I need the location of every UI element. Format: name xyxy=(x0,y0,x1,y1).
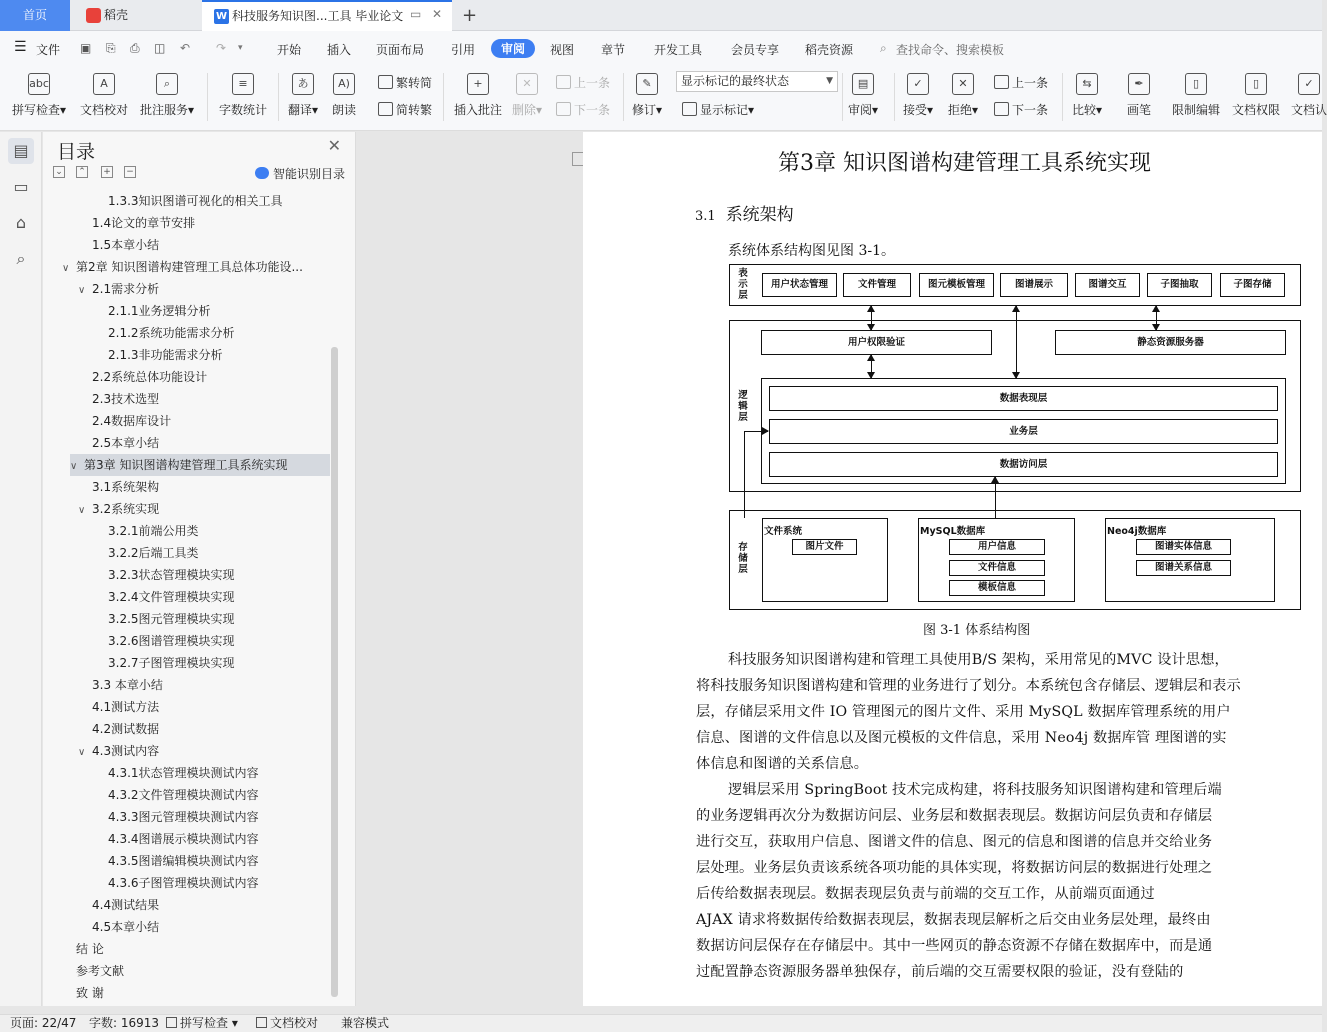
restrict-edit-label: 限制编辑 xyxy=(1172,103,1221,117)
toc-item[interactable] xyxy=(108,586,235,608)
markup-state-select[interactable] xyxy=(676,71,838,92)
menu-chapter[interactable]: 章节 xyxy=(601,43,626,57)
toc-item-label: 2.5本章小结 xyxy=(92,436,160,450)
toc-item-label: 4.3.1状态管理模块测试内容 xyxy=(108,766,259,780)
mysql-template-info-box: 模板信息 xyxy=(949,580,1045,596)
toc-item-label: 4.3.2文件管理模块测试内容 xyxy=(108,788,259,802)
annotate-service-label: 批注服务 xyxy=(140,103,189,117)
ribbon-separator xyxy=(623,73,624,121)
toc-item-label: 3.2.3状态管理模块实现 xyxy=(108,568,235,582)
next-comment-icon xyxy=(556,102,571,116)
compat-mode: 兼容模式 xyxy=(341,1016,390,1030)
neo4j-entity-box: 图谱实体信息 xyxy=(1136,539,1231,555)
body-text-line: 数据访问层保存在存储层中。其中一些网页的静态资源不存储在数据库中，而是通 xyxy=(696,938,1213,954)
mysql-user-info-box: 用户信息 xyxy=(949,539,1045,555)
show-markup-button[interactable]: 显示标记▾ xyxy=(682,101,754,118)
menu-insert[interactable]: 插入 xyxy=(327,43,352,57)
body-text-line: 层，存储层采用文件 IO 管理图元的图片文件、采用 MySQL 数据库管理系统的用户 xyxy=(696,704,1231,720)
search-icon[interactable]: ⌕ xyxy=(880,41,887,55)
compare-label: 比较 xyxy=(1072,103,1097,117)
toc-item[interactable] xyxy=(108,872,259,894)
business-box: 业务层 xyxy=(769,419,1278,444)
toc-item[interactable] xyxy=(108,806,259,828)
proof-status-label: 文档校对 xyxy=(270,1016,319,1030)
section-heading xyxy=(695,200,794,225)
trad-icon xyxy=(378,75,393,89)
toc-item[interactable] xyxy=(108,190,283,212)
doc-rights-icon: ▯ xyxy=(1245,73,1267,95)
smart-toc-button[interactable] xyxy=(255,165,345,182)
toc-item[interactable] xyxy=(108,784,259,806)
body-text-line: 信息、图谱的文件信息以及图元模板的文件信息，采用 Neo4j 数据库管 理图谱的实 xyxy=(696,730,1227,746)
print-icon[interactable]: ⎙ xyxy=(130,41,140,55)
toc-item-label: 2.1需求分析 xyxy=(92,282,160,296)
menu-devtools[interactable]: 开发工具 xyxy=(654,43,703,57)
lead-sentence: 系统体系结构图见图 3-1。 xyxy=(728,243,895,259)
quick-access-dropdown-icon[interactable]: ▾ xyxy=(238,43,243,53)
spell-check-button[interactable]: abc 拼写检查▾ xyxy=(12,73,66,118)
chapter-title: 第3章 知识图谱构建管理工具系统实现 xyxy=(778,151,1151,176)
proof-icon: A xyxy=(93,73,115,95)
toc-item[interactable] xyxy=(92,432,159,454)
doc-rights-label: 文档权限 xyxy=(1232,103,1281,117)
toc-item[interactable] xyxy=(108,762,259,784)
arrow-present-auth xyxy=(871,306,872,330)
doc-cert-button[interactable] xyxy=(1291,73,1327,118)
body-text-line: 科技服务知识图谱构建和管理工具使用B/S 架构，采用常见的MVC 设计思想， xyxy=(728,652,1229,668)
toc-item-label: 致 谢 xyxy=(76,986,104,1000)
annotate-service-icon: ⌕ xyxy=(156,73,178,95)
navigation-icon[interactable]: ▭ xyxy=(13,177,29,196)
close-icon[interactable]: ✕ xyxy=(327,136,341,155)
word-count-status[interactable]: 字数: 16913 xyxy=(89,1016,160,1030)
translate-icon: あ xyxy=(292,73,314,95)
toc-item[interactable] xyxy=(62,256,303,278)
next-comment-button[interactable] xyxy=(556,101,610,118)
presentation-module-box: 图谱交互 xyxy=(1075,273,1140,297)
menu-reference[interactable]: 引用 xyxy=(451,43,476,57)
smart-bot-icon xyxy=(255,167,269,179)
toc-item-label: 3.2.1前端公用类 xyxy=(108,524,199,538)
toc-title: 目录 xyxy=(57,141,96,163)
toc-item-label: 4.2测试数据 xyxy=(92,722,160,736)
read-aloud-icon: A) xyxy=(333,73,355,95)
daoke-logo-icon xyxy=(86,8,101,23)
tab-close-icon[interactable]: ✕ xyxy=(432,7,443,21)
toc-item[interactable] xyxy=(92,366,207,388)
toc-item[interactable] xyxy=(92,212,195,234)
presentation-module-box: 子图存储 xyxy=(1220,273,1285,297)
next-change-button[interactable] xyxy=(994,101,1048,118)
next-change-label: 下一条 xyxy=(1012,103,1049,117)
expand-all-icon[interactable]: ⌃ xyxy=(76,166,88,178)
document-page[interactable] xyxy=(583,132,1322,1006)
simp-to-trad-button[interactable] xyxy=(378,101,432,118)
auth-box: 用户权限验证 xyxy=(761,330,992,355)
reject-button[interactable]: ✕ 拒绝▾ xyxy=(948,73,978,118)
pen-icon: ✒ xyxy=(1128,73,1150,95)
toc-item[interactable] xyxy=(92,916,159,938)
toc-item[interactable] xyxy=(78,740,159,762)
simp-label: 简转繁 xyxy=(396,103,433,117)
logic-layer-label: 逻辑层 xyxy=(738,390,748,423)
mysql-file-info-box: 文件信息 xyxy=(949,560,1045,576)
menu-member[interactable]: 会员专享 xyxy=(731,43,780,57)
toc-item-label: 4.3.3图元管理模块测试内容 xyxy=(108,810,259,824)
body-text-line: AJAX 请求将数据传给数据表现层，数据表现层解析之后交由业务层处理，最终由 xyxy=(696,912,1211,928)
restrict-edit-icon: ▯ xyxy=(1185,73,1207,95)
toc-item-label: 2.2系统总体功能设计 xyxy=(92,370,208,384)
presentation-module-box: 用户状态管理 xyxy=(762,273,837,297)
toc-item-label: 4.3测试内容 xyxy=(92,744,160,758)
toc-item-label: 3.2.5图元管理模块实现 xyxy=(108,612,235,626)
toc-item-label: 3.2系统实现 xyxy=(92,502,160,516)
filesystem-title: 文件系统 xyxy=(764,526,803,537)
arrow-present-backend xyxy=(1016,306,1017,378)
chevron-down-icon[interactable]: ∨ xyxy=(78,747,86,758)
spell-check-icon: abc xyxy=(28,73,50,95)
simp-icon xyxy=(378,102,393,116)
doc-rights-button[interactable] xyxy=(1232,73,1280,118)
data-access-box: 数据访问层 xyxy=(769,452,1278,477)
arrow-storage-access xyxy=(995,477,996,518)
doc-cert-icon: ✓ xyxy=(1298,73,1320,95)
page-gutter xyxy=(357,132,583,1006)
mysql-title: MySQL数据库 xyxy=(920,526,986,537)
tab-home[interactable]: 首页 xyxy=(0,0,70,31)
presentation-module-box: 图元模板管理 xyxy=(919,273,994,297)
pen-label: 画笔 xyxy=(1127,103,1152,117)
toc-item-label: 3.2.2后端工具类 xyxy=(108,546,199,560)
toc-item[interactable] xyxy=(76,938,104,960)
section-title: 系统架构 xyxy=(725,205,794,225)
tab-daoke-label: 稻壳 xyxy=(104,8,129,22)
command-search-input[interactable]: 查找命令、搜索模板 xyxy=(896,43,1005,57)
collapse-all-icon[interactable]: ⌄ xyxy=(53,166,65,178)
reject-label: 拒绝 xyxy=(948,103,973,117)
word-count-label: 字数统计 xyxy=(219,103,268,117)
presentation-module-box: 文件管理 xyxy=(843,273,911,297)
pen-button[interactable] xyxy=(1127,73,1151,118)
toc-item[interactable] xyxy=(92,234,159,256)
tab-daoke[interactable] xyxy=(72,0,200,31)
bookmark-icon[interactable]: ⌂ xyxy=(15,213,27,232)
insert-comment-button[interactable] xyxy=(454,73,502,118)
toc-item[interactable] xyxy=(92,718,159,740)
neo4j-relation-box: 图谱关系信息 xyxy=(1136,560,1231,576)
toc-item-label: 第2章 知识图谱构建管理工具总体功能设... xyxy=(76,260,303,274)
toc-item-label: 3.2.6图谱管理模块实现 xyxy=(108,634,235,648)
presentation-layer-label: 表示层 xyxy=(738,268,748,301)
find-icon[interactable]: ⌕ xyxy=(16,249,26,268)
annotate-service-button[interactable]: ⌕ 批注服务▾ xyxy=(140,73,194,118)
toc-item[interactable] xyxy=(108,344,223,366)
show-markup-label: 显示标记 xyxy=(700,103,749,117)
presentation-module-box: 子图抽取 xyxy=(1147,273,1212,297)
toc-item[interactable] xyxy=(108,300,211,322)
toc-item[interactable] xyxy=(76,960,124,982)
prev-comment-icon xyxy=(556,75,571,89)
toc-item-label: 4.1测试方法 xyxy=(92,700,160,714)
neo4j-title: Neo4j数据库 xyxy=(1107,526,1167,537)
save-icon[interactable]: ▣ xyxy=(80,41,92,55)
new-tab-plus-icon[interactable]: + xyxy=(462,5,478,26)
toc-item[interactable] xyxy=(92,388,159,410)
toc-item-label: 3.2.4文件管理模块实现 xyxy=(108,590,235,604)
toc-item-label: 3.2.7子图管理模块实现 xyxy=(108,656,235,670)
spell-check-label: 拼写检查 xyxy=(12,103,61,117)
toc-item-label: 1.4论文的章节安排 xyxy=(92,216,196,230)
writer-logo-icon: W xyxy=(215,11,228,22)
architecture-diagram xyxy=(729,264,1301,610)
word-count-icon: ≡ xyxy=(232,73,254,95)
toc-item[interactable] xyxy=(92,674,163,696)
compare-button[interactable]: ⇆ 比较▾ xyxy=(1072,73,1102,118)
body-text-line: 的业务逻辑再次分为数据访问层、业务层和数据表现层。数据访问层负责和存储层 xyxy=(696,808,1213,824)
toc-item[interactable] xyxy=(108,828,259,850)
toc-panel-icon[interactable]: ▤ xyxy=(8,138,34,164)
toc-item[interactable] xyxy=(108,322,235,344)
menu-view[interactable]: 视图 xyxy=(550,43,575,57)
ribbon-separator xyxy=(1062,73,1063,121)
trad-to-simp-button[interactable] xyxy=(378,74,432,91)
chevron-down-icon[interactable]: ∨ xyxy=(78,285,86,296)
accept-label: 接受 xyxy=(903,103,928,117)
doc-proof-label: 文档校对 xyxy=(80,103,129,117)
chevron-down-icon[interactable]: ∨ xyxy=(78,505,86,516)
insert-comment-label: 插入批注 xyxy=(454,103,503,117)
toc-item[interactable] xyxy=(92,410,171,432)
figure-caption: 图 3-1 体系结构图 xyxy=(923,623,1031,638)
toc-item-label: 4.4测试结果 xyxy=(92,898,160,912)
body-text-line: 过配置静态资源服务器单独保存，前后端的交互需要权限的验证，没有登陆的 xyxy=(696,964,1184,980)
trad-label: 繁转简 xyxy=(396,76,433,90)
read-aloud-button[interactable] xyxy=(332,73,356,118)
accept-icon: ✓ xyxy=(907,73,929,95)
toc-item[interactable] xyxy=(78,278,159,300)
proof-status[interactable] xyxy=(256,1015,318,1032)
translate-button[interactable]: あ 翻译▾ xyxy=(288,73,318,118)
presentation-module-box: 图谱展示 xyxy=(1000,273,1068,297)
fs-image-files-box: 图片文件 xyxy=(792,539,857,555)
delete-comment-icon: ✕ xyxy=(516,73,538,95)
doc-proof-button[interactable] xyxy=(80,73,128,118)
revise-label: 修订 xyxy=(632,103,657,117)
revise-icon: ✎ xyxy=(636,73,658,95)
toc-item-label: 2.3技术选型 xyxy=(92,392,160,406)
status-bar xyxy=(0,1014,1322,1032)
toc-item[interactable] xyxy=(108,630,235,652)
connector-fs-business xyxy=(744,431,745,518)
toc-item-label: 第3章 知识图谱构建管理工具系统实现 xyxy=(84,458,288,472)
remove-heading-icon[interactable]: − xyxy=(124,166,136,178)
chevron-down-icon: ▼ xyxy=(826,76,833,86)
arrow-auth-backend xyxy=(871,355,872,378)
section-number: 3.1 xyxy=(695,209,716,224)
toc-item[interactable] xyxy=(108,542,199,564)
prev-change-button[interactable] xyxy=(994,74,1048,91)
menu-start[interactable]: 开始 xyxy=(277,43,302,57)
toc-item-label: 2.1.1业务逻辑分析 xyxy=(108,304,211,318)
hamburger-icon[interactable]: ☰ xyxy=(14,39,27,55)
chevron-down-icon[interactable]: ∨ xyxy=(62,263,70,274)
prev-comment-button[interactable] xyxy=(556,74,610,91)
toc-item-label: 参考文献 xyxy=(76,964,125,978)
toc-list xyxy=(43,190,343,1006)
undo-icon[interactable]: ↶ xyxy=(180,41,191,55)
toc-item-label: 2.4数据库设计 xyxy=(92,414,172,428)
markup-state-value: 显示标记的最终状态 xyxy=(681,74,790,88)
toc-item-label: 2.1.2系统功能需求分析 xyxy=(108,326,235,340)
show-markup-icon xyxy=(682,102,697,116)
toc-panel xyxy=(43,132,356,1006)
ribbon-separator xyxy=(207,73,208,121)
word-count-button[interactable] xyxy=(219,73,267,118)
next-change-icon xyxy=(994,102,1009,116)
insert-comment-icon: + xyxy=(467,73,489,95)
toc-item-label: 3.3 本章小结 xyxy=(92,678,163,692)
menu-file[interactable]: 文件 xyxy=(36,43,61,57)
delete-comment-button[interactable]: ✕ 删除▾ xyxy=(512,73,542,118)
doc-cert-label: 文档认 xyxy=(1291,103,1327,117)
toc-item[interactable] xyxy=(76,982,104,1004)
add-heading-icon[interactable]: + xyxy=(101,166,113,178)
body-text-line: 后传给数据表现层。数据表现层负责与前端的交互工作，从前端页面通过 xyxy=(696,886,1155,902)
prev-change-label: 上一条 xyxy=(1012,76,1049,90)
data-presentation-box: 数据表现层 xyxy=(769,386,1278,411)
toc-item-label: 结 论 xyxy=(76,942,104,956)
toc-item-label: 1.5本章小结 xyxy=(92,238,160,252)
proof-box-icon xyxy=(256,1017,267,1028)
storage-layer-label: 存储层 xyxy=(738,542,748,575)
toc-scrollbar[interactable] xyxy=(331,347,338,997)
reject-icon: ✕ xyxy=(952,73,974,95)
ribbon-separator xyxy=(278,73,279,121)
toc-item[interactable] xyxy=(70,454,330,476)
ribbon-separator xyxy=(894,73,895,121)
toc-item-label: 4.3.5图谱编辑模块测试内容 xyxy=(108,854,259,868)
tab-bar xyxy=(0,0,1322,31)
body-text-line: 层处理。业务层负责该系统各项功能的具体实现，将数据访问层的数据进行处理之 xyxy=(696,860,1213,876)
tab-screen-icon[interactable]: ▭ xyxy=(410,7,422,21)
menu-layout[interactable]: 页面布局 xyxy=(376,43,425,57)
preview-icon[interactable]: ◫ xyxy=(154,41,166,55)
toc-item-label: 2.1.3非功能需求分析 xyxy=(108,348,223,362)
toc-item[interactable] xyxy=(108,564,235,586)
left-rail xyxy=(0,132,42,1006)
body-text-line: 逻辑层采用 SpringBoot 技术完成构建，将科技服务知识图谱构建和管理后端 xyxy=(728,782,1222,798)
ribbon-separator xyxy=(842,73,843,121)
toc-item[interactable] xyxy=(108,520,199,542)
body-text-line: 将科技服务知识图谱构建和管理的业务进行了划分。本系统包含存储层、逻辑层和表示 xyxy=(696,678,1241,694)
redo-icon[interactable]: ↷ xyxy=(216,41,227,55)
spell-check-status[interactable]: 拼写检查 ▾ xyxy=(166,1015,238,1032)
toc-item[interactable] xyxy=(92,476,159,498)
accept-button[interactable]: ✓ 接受▾ xyxy=(903,73,933,118)
review-pane-icon: ▤ xyxy=(852,73,874,95)
checkbox-icon xyxy=(166,1017,177,1028)
toc-item-label: 3.1系统架构 xyxy=(92,480,160,494)
export-icon[interactable]: ⎘ xyxy=(106,41,116,55)
prev-comment-label: 上一条 xyxy=(574,76,611,90)
translate-label: 翻译 xyxy=(288,103,313,117)
revise-button[interactable]: ✎ 修订▾ xyxy=(632,73,662,118)
page-indicator[interactable]: 页面: 22/47 xyxy=(10,1016,77,1030)
toc-item-label: 4.3.6子图管理模块测试内容 xyxy=(108,876,259,890)
prev-change-icon xyxy=(994,75,1009,89)
arrowhead-business xyxy=(762,427,769,435)
toc-item-label: 1.3.3知识图谱可视化的相关工具 xyxy=(108,194,283,208)
menu-daoke-resources[interactable]: 稻壳资源 xyxy=(805,43,854,57)
chevron-down-icon[interactable]: ∨ xyxy=(70,461,78,472)
toc-item-label: 4.3.4图谱展示模块测试内容 xyxy=(108,832,259,846)
body-text-line: 体信息和图谱的关系信息。 xyxy=(696,756,869,772)
toc-item[interactable] xyxy=(92,696,159,718)
toc-item[interactable] xyxy=(108,850,259,872)
next-comment-label: 下一条 xyxy=(574,103,611,117)
delete-comment-label: 删除 xyxy=(512,103,537,117)
menu-review[interactable]: 审阅 xyxy=(491,39,535,58)
compare-icon: ⇆ xyxy=(1076,73,1098,95)
toc-item[interactable] xyxy=(78,498,159,520)
tab-document-label: 科技服务知识图...工具 毕业论文 xyxy=(232,9,404,23)
toc-item[interactable] xyxy=(108,652,235,674)
toc-item-label: 4.5本章小结 xyxy=(92,920,160,934)
read-aloud-label: 朗读 xyxy=(332,103,357,117)
arrow-present-static xyxy=(1156,306,1157,330)
menu-bar xyxy=(0,31,1322,67)
restrict-edit-button[interactable] xyxy=(1172,73,1220,118)
ribbon-separator xyxy=(443,73,444,121)
smart-toc-label: 智能识别目录 xyxy=(273,167,346,181)
body-text-line: 进行交互，获取用户信息、图谱文件的信息、图元的信息和图谱的信息并交给业务 xyxy=(696,834,1213,850)
review-pane-label: 审阅 xyxy=(848,103,873,117)
review-pane-button[interactable]: ▤ 审阅▾ xyxy=(848,73,878,118)
toc-item[interactable] xyxy=(92,894,159,916)
static-server-box: 静态资源服务器 xyxy=(1055,330,1286,355)
toc-item[interactable] xyxy=(108,608,235,630)
spell-check-status-label: 拼写检查 xyxy=(180,1016,229,1030)
